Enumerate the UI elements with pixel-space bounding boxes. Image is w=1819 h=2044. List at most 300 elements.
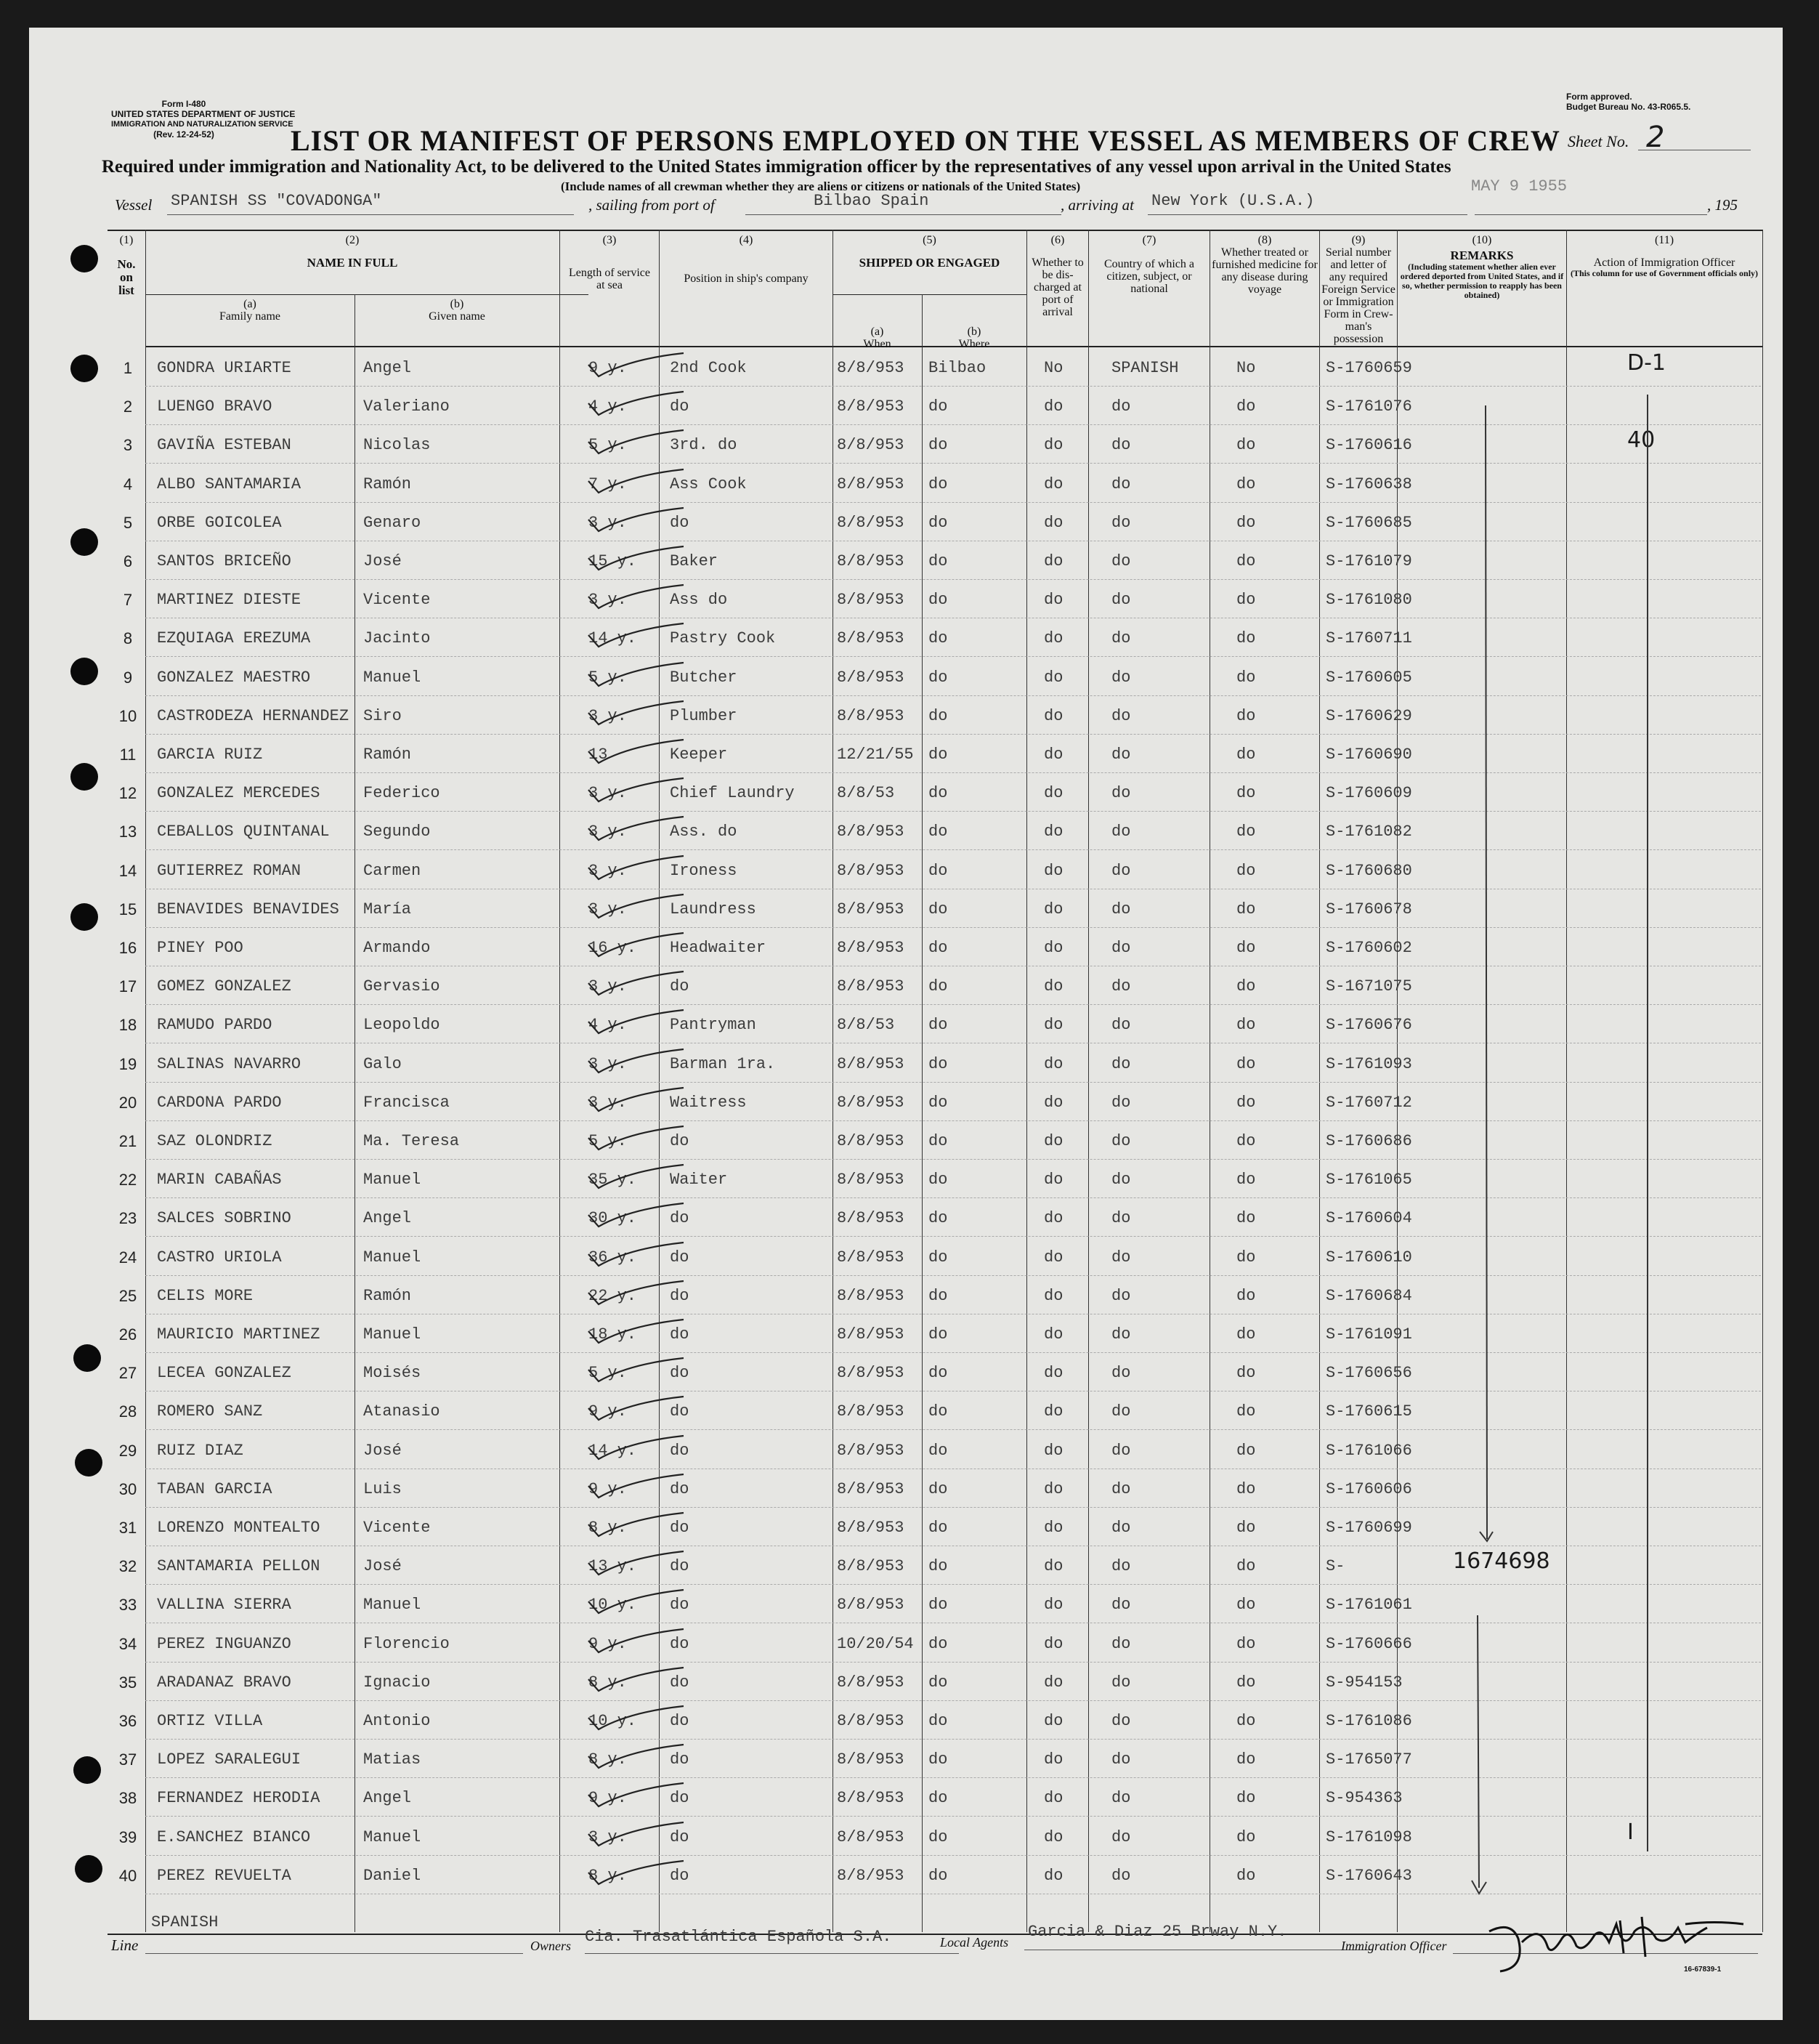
table-cell-serial: S-1761086 [1326,1712,1412,1730]
table-row [123,386,1761,425]
table-cell-discharged: do [1044,900,1064,918]
row-number: 30 [118,1479,137,1498]
table-cell-where: do [928,746,948,764]
col10-header: (10) REMARKS (Including statement whether alien ever ordered deported from United States, and if so, whether permission to reapply has been obtained) [1400,234,1564,300]
table-cell-discharged: do [1044,1827,1064,1846]
table-cell-discharged: do [1044,977,1064,996]
table-cell-where: do [928,900,948,918]
table-cell-service: 5 y. [588,1364,627,1383]
table-cell-service: 3 y. [588,977,627,996]
date-stamp: MAY 9 1955 [1471,177,1568,195]
row-number: 17 [118,977,137,996]
table-cell-family: ORTIZ VILLA [157,1712,263,1730]
table-row [118,695,1761,735]
sheet-number-value: 2 [1646,121,1665,154]
table-cell-discharged: do [1044,668,1064,687]
row-number: 16 [118,939,137,957]
table-cell-country: SPANISH [1111,359,1179,377]
table-cell-given: Angel [363,1209,412,1228]
table-cell-discharged: do [1044,474,1064,493]
table-cell-service: 18 y. [588,1325,637,1344]
table-cell-service: 13 [588,746,608,764]
table-cell-discharged: do [1044,706,1064,725]
table-cell-serial: S-1760616 [1326,436,1412,455]
row-number: 22 [118,1171,137,1189]
table-cell-when: 8/8/953 [837,668,904,687]
table-cell-discharged: do [1044,1596,1064,1615]
table-cell-family: GONZALEZ MERCEDES [157,784,320,803]
row-number: 25 [118,1286,137,1305]
table-row [123,579,1761,618]
table-cell-country: do [1111,746,1131,764]
table-row [118,1159,1761,1198]
table-cell-discharged: do [1044,1673,1064,1692]
table-cell-serial: S-1760610 [1326,1248,1412,1267]
table-cell-serial: S-1761065 [1326,1171,1412,1189]
table-cell-position: do [670,1596,689,1615]
table-cell-serial: S-1760699 [1326,1519,1412,1537]
table-cell-where: do [928,1866,948,1885]
table-cell-treated: do [1236,1248,1256,1267]
table-row [118,1546,1761,1585]
table-cell-service: 9 y. [588,1634,627,1653]
table-cell-position: do [670,1789,689,1808]
table-cell-action: D-1 [1627,350,1666,376]
table-cell-country: do [1111,1596,1131,1615]
table-cell-position: do [670,1364,689,1383]
table-cell-treated: No [1236,359,1256,377]
row-number: 3 [123,436,133,455]
table-cell-family: GARCIA RUIZ [157,746,263,764]
owners-label: Owners [530,1939,572,1953]
table-cell-position: Pantryman [670,1016,756,1035]
table-cell-service: 3 y. [588,784,627,803]
table-cell-treated: do [1236,1479,1256,1498]
manifest-sheet [29,28,1783,2020]
row-number: 31 [118,1519,137,1537]
table-cell-family: CASTRODEZA HERNANDEZ [157,706,349,725]
table-cell-family: SALINAS NAVARRO [157,1054,301,1073]
row-number: 19 [118,1054,137,1073]
table-row [118,1507,1761,1546]
table-cell-when: 8/8/953 [837,861,904,880]
table-cell-when: 8/8/953 [837,629,904,648]
table-cell-when: 8/8/953 [837,1827,904,1846]
table-cell-service: 3 y. [588,706,627,725]
table-cell-family: GUTIERREZ ROMAN [157,861,301,880]
table-row [118,1004,1761,1043]
table-cell-family: MARIN CABAÑAS [157,1171,282,1189]
agents-label: Local Agents [940,1935,1009,1950]
service-name: IMMIGRATION AND NATURALIZATION SERVICE [111,120,293,129]
table-cell-treated: do [1236,1093,1256,1112]
table-cell-position: Plumber [670,706,737,725]
table-cell-serial: S-1760686 [1326,1132,1412,1150]
table-cell-discharged: do [1044,1712,1064,1730]
table-cell-family: PINEY POO [157,939,243,957]
table-cell-given: Leopoldo [363,1016,440,1035]
table-row [118,1739,1761,1778]
table-cell-where: do [928,1519,948,1537]
table-cell-service: 4 y. [588,1016,627,1035]
table-cell-position: do [670,397,689,416]
table-cell-country: do [1111,1132,1131,1150]
table-cell-when: 8/8/953 [837,1712,904,1730]
table-cell-when: 10/20/54 [837,1634,914,1653]
table-cell-where: do [928,1712,948,1730]
table-cell-when: 8/8/953 [837,1286,904,1305]
table-cell-country: do [1111,706,1131,725]
vessel-label: Vessel [115,196,153,214]
table-cell-where: do [928,1093,948,1112]
table-cell-treated: do [1236,939,1256,957]
row-number: 28 [118,1402,137,1421]
table-cell-position: do [670,1712,689,1730]
table-cell-when: 8/8/953 [837,1866,904,1885]
table-cell-serial: S-1761082 [1326,823,1412,841]
table-cell-country: do [1111,861,1131,880]
table-cell-given: Armando [363,939,431,957]
table-cell-family: SANTAMARIA PELLON [157,1557,320,1576]
table-cell-service: 3 y. [588,1827,627,1846]
table-cell-position: do [670,1519,689,1537]
table-cell-service: 5 y. [588,1132,627,1150]
table-cell-service: 30 y. [588,1209,637,1228]
table-row [123,541,1761,580]
table-cell-when: 8/8/953 [837,1479,904,1498]
table-cell-given: Manuel [363,1248,421,1267]
table-cell-country: do [1111,436,1131,455]
table-row [118,1275,1761,1314]
table-cell-when: 8/8/953 [837,1596,904,1615]
table-cell-serial: S-1760678 [1326,900,1412,918]
row-number: 29 [118,1441,137,1460]
row-number: 40 [118,1866,137,1885]
table-cell-serial: S-1760606 [1326,1479,1412,1498]
table-cell-given: María [363,900,412,918]
table-cell-given: Antonio [363,1712,431,1730]
table-cell-position: Pastry Cook [670,629,776,648]
table-row [118,1314,1761,1353]
table-cell-service: 8 y. [588,1673,627,1692]
table-cell-serial: S-1760690 [1326,746,1412,764]
table-cell-serial: S-954363 [1326,1789,1403,1808]
table-cell-where: do [928,1171,948,1189]
table-cell-discharged: do [1044,1054,1064,1073]
table-cell-service: 22 y. [588,1286,637,1305]
table-cell-treated: do [1236,1209,1256,1228]
table-cell-treated: do [1236,1132,1256,1150]
table-cell-treated: do [1236,1827,1256,1846]
row-number: 18 [118,1016,137,1035]
table-cell-country: do [1111,784,1131,803]
table-row [118,1430,1761,1469]
table-cell-country: do [1111,668,1131,687]
table-cell-where: do [928,977,948,996]
table-cell-given: Manuel [363,1171,421,1189]
table-cell-service: 3 y. [588,1093,627,1112]
year-label: , 195 [1707,196,1738,214]
table-cell-given: Federico [363,784,440,803]
table-cell-discharged: do [1044,1866,1064,1885]
table-cell-family: GONZALEZ MAESTRO [157,668,311,687]
table-cell-treated: do [1236,977,1256,996]
col4-header: (4) Position in ship's company [684,234,809,285]
table-cell-treated: do [1236,784,1256,803]
row-number: 37 [118,1750,137,1769]
row-number: 9 [123,668,133,687]
table-cell-position: do [670,1557,689,1576]
table-cell-serial: S-1761091 [1326,1325,1412,1344]
table-cell-when: 8/8/953 [837,900,904,918]
table-cell-when: 8/8/953 [837,706,904,725]
table-cell-position: Ass. do [670,823,737,841]
table-cell-service: 10 y. [588,1712,637,1730]
table-cell-given: Galo [363,1054,402,1073]
row-number: 35 [118,1673,137,1692]
table-cell-serial: S-1760684 [1326,1286,1412,1305]
table-cell-discharged: do [1044,1634,1064,1653]
table-cell-discharged: do [1044,552,1064,570]
table-cell-treated: do [1236,1441,1256,1460]
table-cell-treated: do [1236,861,1256,880]
table-cell-position: Ass do [670,591,728,610]
row-number: 34 [118,1634,137,1653]
table-cell-where: do [928,1286,948,1305]
table-row [118,889,1761,928]
table-cell-serial: S-1760643 [1326,1866,1412,1885]
row-number: 6 [123,552,133,570]
table-cell-family: CASTRO URIOLA [157,1248,282,1267]
table-row [118,772,1761,812]
table-cell-when: 8/8/953 [837,1519,904,1537]
table-cell-treated: do [1236,1712,1256,1730]
table-row [118,1391,1761,1430]
table-cell-serial: S-1760712 [1326,1093,1412,1112]
table-cell-treated: do [1236,1325,1256,1344]
table-cell-discharged: do [1044,1286,1064,1305]
sheet-number-label: Sheet No. [1568,132,1629,150]
table-cell-given: Manuel [363,1827,421,1846]
table-row [118,1120,1761,1160]
table-cell-service: 35 y. [588,1171,637,1189]
table-row [118,1469,1761,1508]
table-cell-treated: do [1236,746,1256,764]
table-cell-given: Vicente [363,591,431,610]
table-cell-family: E.SANCHEZ BIANCO [157,1827,311,1846]
table-cell-given: Daniel [363,1866,421,1885]
table-cell-service: 9 y. [588,1789,627,1808]
table-cell-where: do [928,823,948,841]
table-row [123,464,1761,503]
table-cell-country: do [1111,1286,1131,1305]
table-cell-discharged: do [1044,784,1064,803]
table-cell-country: do [1111,1789,1131,1808]
table-cell-service: 8 y. [588,1519,627,1537]
table-cell-family: PEREZ INGUANZO [157,1634,291,1653]
table-cell-when: 8/8/953 [837,1248,904,1267]
row-number: 5 [123,513,133,532]
table-cell-treated: do [1236,1596,1256,1615]
table-cell-remarks: 1674698 [1453,1548,1550,1575]
table-cell-serial: S-1760615 [1326,1402,1412,1421]
table-cell-serial: S-1760666 [1326,1634,1412,1653]
table-cell-treated: do [1236,900,1256,918]
col5b-header: (b) Where [958,326,990,350]
table-cell-discharged: do [1044,1479,1064,1498]
table-cell-service: 3 y. [588,591,627,610]
table-cell-treated: do [1236,1519,1256,1537]
table-cell-discharged: No [1044,359,1064,377]
table-cell-when: 8/8/953 [837,359,904,377]
table-cell-when: 12/21/55 [837,746,914,764]
table-cell-country: do [1111,1248,1131,1267]
table-cell-treated: do [1236,474,1256,493]
approval-block [1566,92,1690,112]
table-cell-discharged: do [1044,1789,1064,1808]
table-cell-position: Keeper [670,746,728,764]
table-cell-service: 4 y. [588,397,627,416]
table-cell-discharged: do [1044,1171,1064,1189]
row-number: 23 [118,1209,137,1228]
table-cell-serial: S-1761066 [1326,1441,1412,1460]
table-cell-where: do [928,1402,948,1421]
table-cell-position: Laundress [670,900,756,918]
table-cell-family: GAVIÑA ESTEBAN [157,436,291,455]
table-row [123,502,1761,541]
table-cell-family: GONDRA URIARTE [157,359,291,377]
table-row [118,850,1761,889]
table-cell-country: do [1111,1093,1131,1112]
table-cell-serial: S-1760656 [1326,1364,1412,1383]
table-cell-family: ORBE GOICOLEA [157,513,282,532]
table-cell-treated: do [1236,1054,1256,1073]
table-cell-position: do [670,1325,689,1344]
table-cell-serial: S-1760602 [1326,939,1412,957]
table-row [118,1584,1761,1623]
table-cell-family: EZQUIAGA EREZUMA [157,629,311,648]
table-cell-position: do [670,1634,689,1653]
table-row [118,1662,1761,1701]
manifest-title: LIST OR MANIFEST OF PERSONS EMPLOYED ON THE VESSEL AS MEMBERS OF CREW [291,124,1560,157]
table-row [119,734,1761,773]
table-cell-country: do [1111,591,1131,610]
row-number: 11 [119,746,137,764]
table-cell-given: Manuel [363,1596,421,1615]
row-number: 15 [118,900,137,918]
table-cell-service: 3 y. [588,513,627,532]
table-cell-where: do [928,1016,948,1035]
table-cell-when: 8/8/953 [837,1325,904,1344]
table-row [118,1700,1761,1740]
table-cell-country: do [1111,1634,1131,1653]
table-cell-where: do [928,1209,948,1228]
table-cell-service: 13 y. [588,1557,637,1576]
table-row [118,1082,1761,1121]
row-number: 27 [118,1364,137,1383]
table-cell-service: 9 y. [588,359,627,377]
table-cell-treated: do [1236,513,1256,532]
table-cell-serial: S-1761093 [1326,1054,1412,1073]
table-cell-service: 5 y. [588,436,627,455]
table-cell-serial: S- [1326,1557,1345,1576]
table-cell-when: 8/8/953 [837,1402,904,1421]
table-cell-treated: do [1236,1750,1256,1769]
table-cell-given: Manuel [363,1325,421,1344]
table-cell-when: 8/8/953 [837,1132,904,1150]
table-cell-when: 8/8/953 [837,1209,904,1228]
table-cell-position: do [670,1248,689,1267]
table-cell-position: Headwaiter [670,939,766,957]
department-name: UNITED STATES DEPARTMENT OF JUSTICE [111,109,296,119]
table-cell-given: Gervasio [363,977,440,996]
table-cell-where: do [928,1054,948,1073]
table-cell-family: GOMEZ GONZALEZ [157,977,291,996]
table-cell-where: do [928,474,948,493]
table-cell-when: 8/8/953 [837,1364,904,1383]
table-cell-discharged: do [1044,1016,1064,1035]
table-cell-where: Bilbao [928,359,987,377]
table-cell-service: 9 y. [588,1402,627,1421]
table-cell-discharged: do [1044,1364,1064,1383]
table-cell-where: do [928,1750,948,1769]
table-cell-where: do [928,1634,948,1653]
table-cell-where: do [928,1325,948,1344]
table-cell-family: MARTINEZ DIESTE [157,591,301,610]
table-cell-when: 8/8/953 [837,977,904,996]
table-cell-when: 8/8/953 [837,1093,904,1112]
col3-header: (3) Length of service at sea [569,234,650,291]
row-number: 21 [118,1132,137,1150]
table-cell-country: do [1111,1479,1131,1498]
table-cell-country: do [1111,397,1131,416]
row-number: 1 [123,359,133,377]
table-cell-where: do [928,436,948,455]
table-row [118,1855,1761,1894]
form-number: Form I-480 [161,99,206,109]
table-cell-given: Luis [363,1479,402,1498]
table-cell-when: 8/8/953 [837,1673,904,1692]
table-cell-service: 9 y. [588,1479,627,1498]
table-cell-where: do [928,1596,948,1615]
table-cell-given: Carmen [363,861,421,880]
table-cell-service: 5 y. [588,668,627,687]
table-cell-family: FERNANDEZ HERODIA [157,1789,320,1808]
table-cell-family: SAZ OLONDRIZ [157,1132,272,1150]
row-number: 39 [118,1827,137,1846]
table-cell-family: CELIS MORE [157,1286,254,1305]
table-cell-discharged: do [1044,629,1064,648]
table-cell-when: 8/8/953 [837,1171,904,1189]
table-cell-where: do [928,397,948,416]
table-cell-where: do [928,1364,948,1383]
col6-header: (6) Whether to be dis-charged at port of arrival [1032,234,1084,318]
table-cell-serial: S-1761080 [1326,591,1412,610]
table-cell-position: Waiter [670,1171,728,1189]
table-cell-serial: S-1760676 [1326,1016,1412,1035]
table-cell-given: Siro [363,706,402,725]
line-label: Line [111,1936,139,1954]
table-row [118,1777,1761,1817]
table-cell-where: do [928,1789,948,1808]
table-cell-country: do [1111,823,1131,841]
table-cell-given: Angel [363,1789,412,1808]
table-cell-family: LECEA GONZALEZ [157,1364,291,1383]
row-number: 14 [118,861,137,880]
table-row [118,1197,1761,1237]
row-number: 4 [123,474,133,493]
table-cell-serial: S-1760609 [1326,784,1412,803]
